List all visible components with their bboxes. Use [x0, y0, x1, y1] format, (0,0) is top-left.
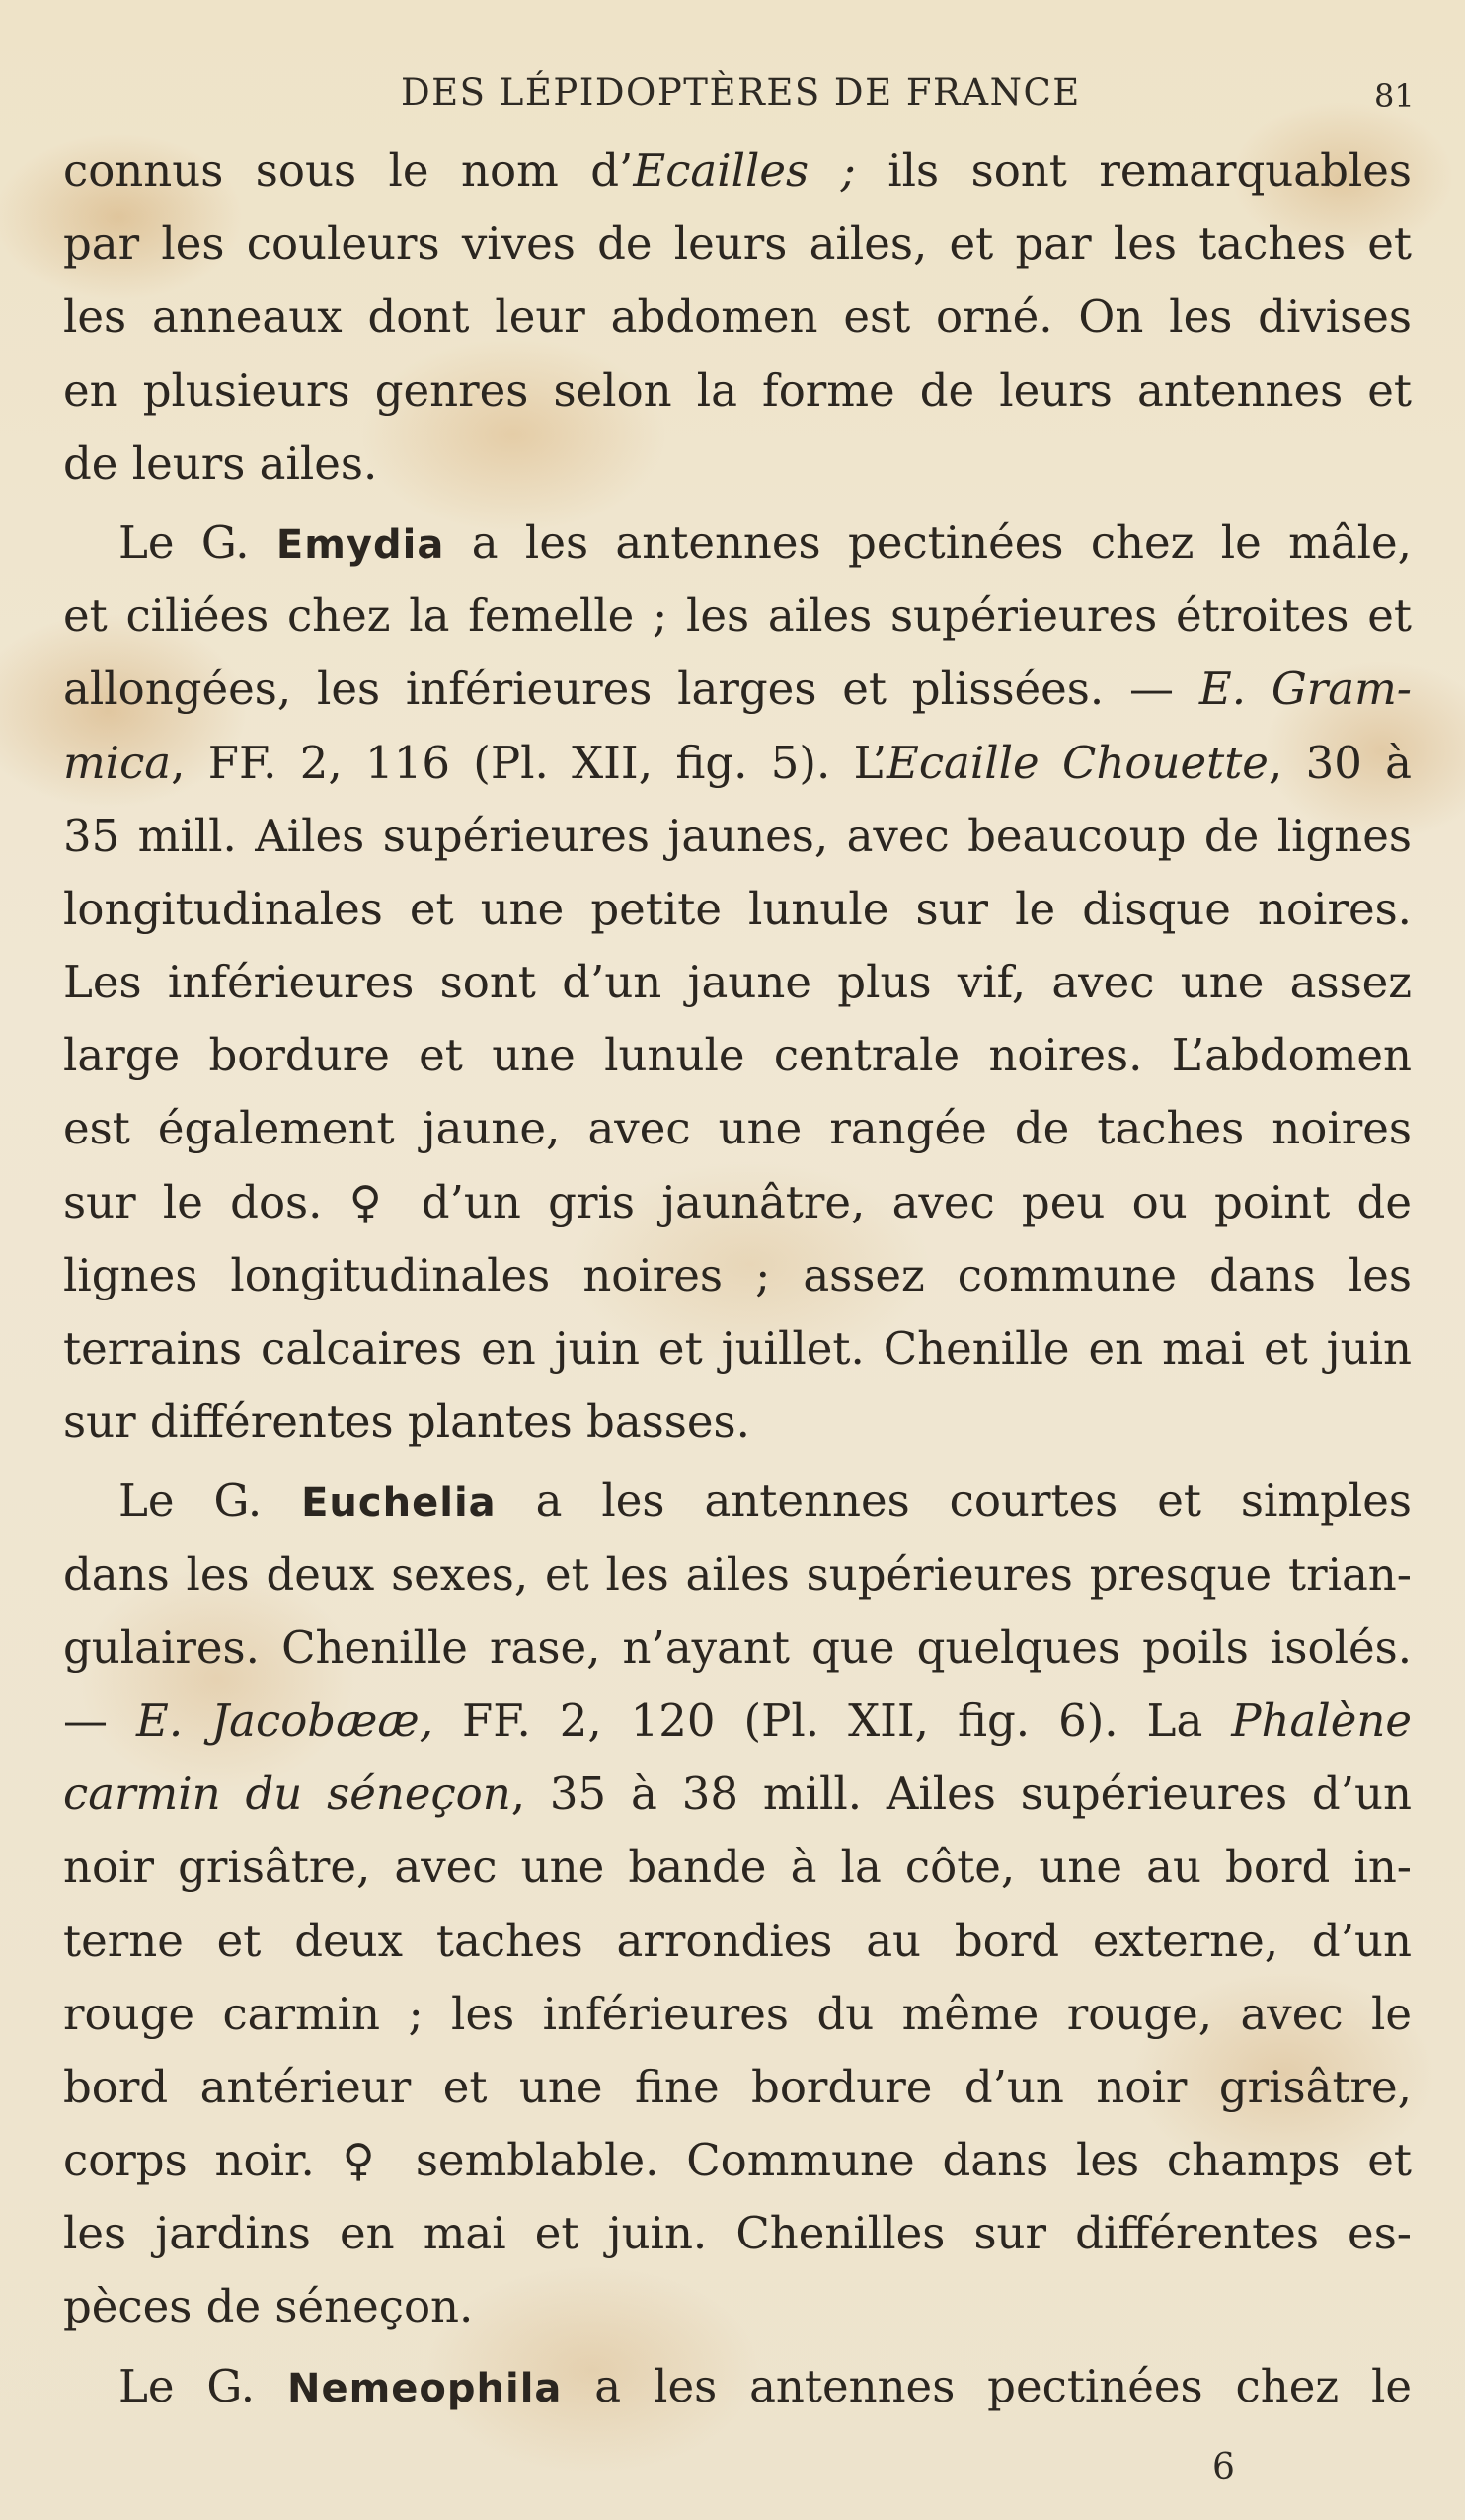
text-line — [63, 1978, 1412, 2051]
text-segment: terrains calcaires en juin et juillet. Chenille en mai et juin — [63, 1322, 1412, 1375]
text-segment: , FF. 2, 116 (Pl. XII, fig. 5). L’ — [171, 736, 887, 789]
text-segment: large bordure et une lunule centrale noires. L’abdomen — [63, 1029, 1412, 1082]
italic-text: Ecailles ; — [633, 144, 856, 197]
text-segment: sur le dos. ♀ d’un gris jaunâtre, avec peu ou point de — [63, 1175, 1412, 1228]
text-line — [63, 873, 1412, 946]
text-line — [63, 1239, 1412, 1312]
italic-text: E. Gram- — [1198, 663, 1412, 716]
text-line — [63, 1538, 1412, 1612]
italic-text: Ecaille Chouette — [887, 736, 1269, 789]
text-line — [63, 1385, 1412, 1458]
text-segment: a les antennes courtes et simples — [496, 1474, 1412, 1528]
signature-mark: 6 — [1212, 2447, 1235, 2487]
text-line — [63, 354, 1412, 428]
italic-text: Phalène — [1231, 1693, 1412, 1747]
text-line — [63, 653, 1412, 726]
text-segment: allongées, les inférieures larges et plissées. — — [63, 663, 1199, 716]
text-line — [63, 1464, 1412, 1537]
text-line — [63, 800, 1412, 873]
text-segment: 35 mill. Ailes supérieures jaunes, avec beaucoup de lignes — [63, 809, 1412, 862]
text-segment: connus sous le nom d’ — [63, 144, 634, 197]
text-line — [63, 134, 1412, 207]
text-segment: a les antennes pectinées chez le mâle, — [444, 515, 1412, 569]
text-segment: bord antérieur et une fine bordure d’un noir grisâtre, — [63, 2060, 1412, 2113]
text-segment: , 30 à — [1268, 736, 1412, 789]
text-segment: Le G. — [118, 515, 276, 569]
text-segment: Le G. — [118, 2359, 287, 2412]
text-segment: sur différentes plantes basses. — [63, 1395, 750, 1449]
page-number: 81 — [1374, 77, 1415, 115]
text-segment: en plusieurs genres selon la forme de leurs antennes et — [63, 363, 1412, 417]
text-segment: , 35 à 38 mill. Ailes supérieures d’un — [510, 1768, 1412, 1821]
text-segment: de leurs ailes. — [63, 436, 378, 490]
text-segment: Le G. — [118, 1474, 302, 1528]
text-line — [63, 2124, 1412, 2197]
text-segment: — — [63, 1693, 136, 1747]
text-segment: et ciliées chez la femelle ; les ailes supérieures étroites et — [63, 590, 1412, 643]
text-line — [63, 1685, 1412, 1758]
text-line — [63, 1612, 1412, 1685]
text-segment: rouge carmin ; les inférieures du même rouge, avec le — [63, 1987, 1412, 2040]
italic-text: carmin du séneçon — [63, 1768, 511, 1821]
text-segment: les anneaux dont leur abdomen est orné. On les divises — [63, 290, 1412, 344]
italic-text: mica — [63, 736, 172, 789]
genus-name: Nemeophila — [286, 2365, 563, 2411]
text-line — [63, 1019, 1412, 1092]
text-segment: Les inférieures sont d’un jaune plus vif, avec une assez — [63, 956, 1412, 1009]
text-segment: a les antennes pectinées chez le — [562, 2359, 1412, 2412]
text-line — [63, 2350, 1412, 2423]
text-segment: longitudinales et une petite lunule sur le disque noires. — [63, 882, 1412, 935]
running-title: DES LÉPIDOPTÈRES DE FRANCE — [401, 71, 1081, 114]
text-segment: ils sont remarquables — [855, 144, 1413, 197]
body-text — [63, 134, 1412, 2423]
text-line — [63, 428, 1412, 501]
text-line — [63, 946, 1412, 1019]
text-segment: est également jaune, avec une rangée de taches noires — [63, 1102, 1412, 1155]
text-line — [63, 2270, 1412, 2343]
text-line — [63, 2197, 1412, 2270]
text-line — [63, 580, 1412, 653]
text-segment: les jardins en mai et juin. Chenilles sur différentes es- — [63, 2207, 1412, 2260]
text-line — [63, 1831, 1412, 1904]
text-line — [63, 727, 1412, 800]
text-line — [63, 1166, 1412, 1239]
genus-name: Euchelia — [301, 1480, 497, 1527]
running-head — [0, 71, 1465, 130]
text-segment: noir grisâtre, avec une bande à la côte, une au bord in- — [63, 1841, 1412, 1894]
text-segment: pèces de séneçon. — [63, 2280, 474, 2333]
text-line — [63, 280, 1412, 354]
text-line — [63, 1312, 1412, 1385]
italic-text: E. Jacobææ, — [136, 1693, 434, 1747]
genus-name: Emydia — [275, 521, 445, 568]
text-line — [63, 1758, 1412, 1831]
text-segment: lignes longitudinales noires ; assez commune dans les — [63, 1248, 1412, 1301]
text-line — [63, 2051, 1412, 2124]
text-segment: FF. 2, 120 (Pl. XII, fig. 6). La — [433, 1693, 1232, 1747]
text-line — [63, 1092, 1412, 1165]
text-line — [63, 207, 1412, 280]
text-segment: dans les deux sexes, et les ailes supérieures presque trian- — [63, 1547, 1412, 1601]
text-segment: corps noir. ♀ semblable. Commune dans les champs et — [63, 2134, 1412, 2187]
text-segment: gulaires. Chenille rase, n’ayant que quelques poils isolés. — [63, 1620, 1412, 1674]
text-segment: terne et deux taches arrondies au bord externe, d’un — [63, 1914, 1412, 1967]
text-line — [63, 1905, 1412, 1978]
text-line — [63, 507, 1412, 580]
text-segment: par les couleurs vives de leurs ailes, et par les taches et — [63, 217, 1412, 271]
